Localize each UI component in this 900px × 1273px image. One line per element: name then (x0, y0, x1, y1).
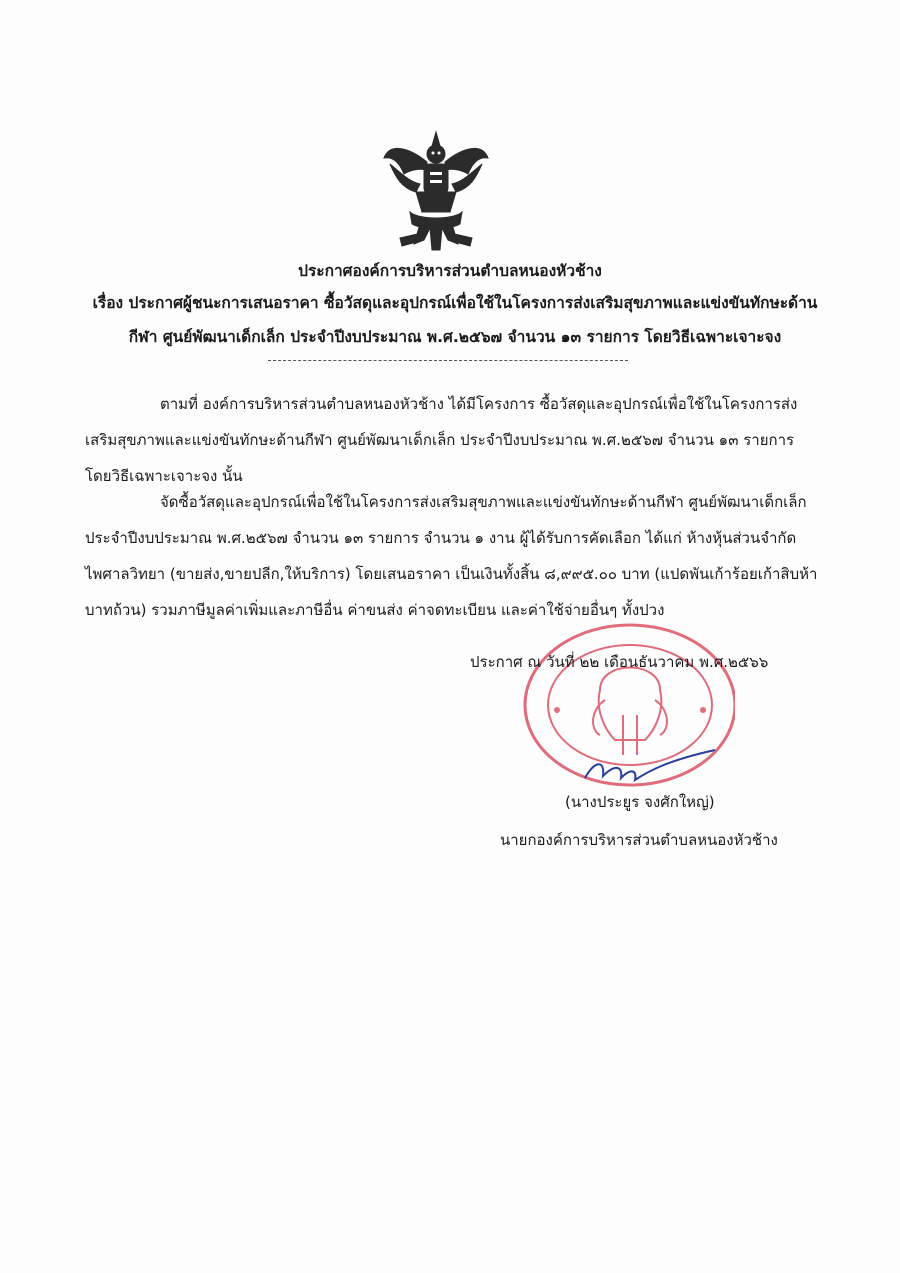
separator-line (268, 360, 628, 361)
subject-line-1: เรื่อง ประกาศผู้ชนะการเสนอราคา ซื้อวัสดุและอุปกรณ์เพื่อใช้ในโครงการส่งเสริมสุขภาพและแข่งขันทักษะด้าน (92, 294, 818, 312)
paragraph-1-line-1: ตามที่ องค์การบริหารส่วนตำบลหนองหัวช้าง ได้มีโครงการ ซื้อวัสดุและอุปกรณ์เพื่อใช้ในโครงการส่ง (160, 395, 798, 413)
announcement-date: ประกาศ ณ วันที่ ๒๒ เดือนธันวาคม พ.ศ.๒๕๖๖ (470, 653, 769, 671)
announcement-title: ประกาศองค์การบริหารส่วนตำบลหนองหัวช้าง (298, 262, 602, 280)
subject-heading (90, 286, 820, 354)
paragraph-1-line-3: โดยวิธีเฉพาะเจาะจง นั้น (85, 467, 243, 485)
subject-line-2: กีฬา ศูนย์พัฒนาเด็กเล็ก ประจำปีงบประมาณ พ.ศ.๒๕๖๗ จำนวน ๑๓ รายการ โดยวิธีเฉพาะเจาะจง (128, 328, 782, 346)
paragraph-1-line-2: เสริมสุขภาพและแข่งขันทักษะด้านกีฬา ศูนย์พัฒนาเด็กเล็ก ประจำปีงบประมาณ พ.ศ.๒๕๖๗ จำนวน ๑๓ รายการ (85, 431, 795, 449)
paragraph-1 (85, 386, 815, 494)
signer-name: (นางประยูร จงศักใหญ่) (565, 793, 715, 811)
paragraph-2-line-3: ไพศาลวิทยา (ขายส่ง,ขายปลีก,ให้บริการ) โดยเสนอราคา เป็นเงินทั้งสิ้น ๘,๙๙๕.๐๐ บาท (แปดพันเก้าร้อยเก้าสิบห้า (85, 565, 818, 583)
paragraph-2-line-1: จัดซื้อวัสดุและอุปกรณ์เพื่อใช้ในโครงการส่งเสริมสุขภาพและแข่งขันทักษะด้านกีฬา ศูนย์พัฒนาเด็กเล็ก (160, 493, 807, 511)
handwritten-signature (575, 740, 725, 790)
paragraph-2-line-4: บาทถ้วน) รวมภาษีมูลค่าเพิ่มและภาษีอื่น ค่าขนส่ง ค่าจดทะเบียน และค่าใช้จ่ายอื่นๆ ทั้งปวง (85, 601, 665, 619)
garuda-emblem-icon (380, 128, 492, 258)
paragraph-2-line-2: ประจำปีงบประมาณ พ.ศ.๒๕๖๗ จำนวน ๑๓ รายการ จำนวน ๑ งาน ผู้ได้รับการคัดเลือก ได้แก่ ห้างหุ้นส่วนจำกัด (85, 529, 797, 547)
paragraph-2 (85, 484, 818, 628)
signer-position: นายกองค์การบริหารส่วนตำบลหนองหัวช้าง (500, 831, 778, 849)
